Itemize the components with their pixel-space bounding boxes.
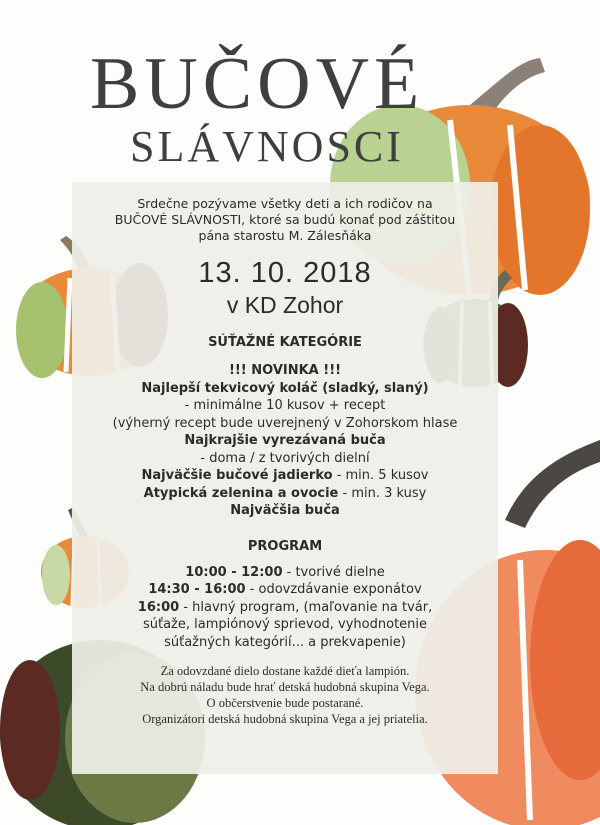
intro — [92, 196, 478, 244]
program-text-2: - odovzdávanie exponátov — [245, 582, 422, 597]
program-time-1: 10:00 - 12:00 — [185, 564, 283, 580]
intro-line: Srdečne pozývame všetky deti a ich rodičov na — [137, 196, 433, 211]
footer-line: O občerstvenie bude postarané. — [206, 696, 364, 710]
novinka-label: !!! NOVINKA !!! — [228, 363, 342, 378]
program-text-1: - tvorivé dielne — [282, 564, 385, 580]
category-1-note: (výherný recept bude uverejnený v Zohorskom hlase — [112, 415, 458, 431]
category-2-detail: - doma / z tvorivých dielní — [200, 450, 370, 466]
program-item-3 — [72, 599, 498, 617]
category-4-detail: - min. 3 kusy — [338, 485, 427, 501]
category-1-title: Najlepší tekvicový koláč (sladký, slaný) — [141, 380, 429, 396]
program-item-2 — [72, 581, 498, 599]
title-line1: BUČOVÉ — [90, 43, 425, 125]
categories-heading: SÚŤAŽNÉ KATEGÓRIE — [208, 335, 362, 350]
program-item-3-line3: súťažných kategórií... a prekvapenie) — [164, 634, 406, 650]
program-item-1 — [72, 564, 498, 582]
footer-line: Organizátori detská hudobná skupina Vega a jej priatelia. — [142, 712, 428, 726]
intro-line: pána starostu M. Zálesňáka — [198, 228, 372, 243]
program-text-3: - hlavný program, (maľovanie na tvár, — [179, 599, 433, 615]
category-5-title: Najväčšia buča — [230, 503, 340, 518]
program-heading: PROGRAM — [247, 538, 323, 554]
program-item-3-line2: súťaže, lampiónový sprievod, vyhodnotenie — [142, 617, 428, 632]
category-1-detail: - minimálne 10 kusov + recept — [184, 398, 386, 413]
footer — [72, 663, 498, 727]
category-4 — [72, 485, 498, 503]
category-3 — [72, 467, 498, 485]
title-line2: SLÁVNOSCI — [130, 122, 404, 171]
intro-line: BUČOVÉ SLÁVNOSTI, ktoré sa budú konať pod záštitou — [114, 212, 456, 227]
category-4-title: Atypická zelenina a ovocie — [143, 485, 339, 501]
category-2-title: Najkrajšie vyrezávaná buča — [184, 433, 386, 448]
event-date: 13. 10. 2018 — [198, 257, 372, 289]
footer-line: Na dobrú náladu bude hrať detská hudobná skupina Vega. — [140, 680, 430, 694]
category-3-detail: - min. 5 kusov — [332, 468, 429, 483]
category-3-title: Najväčšie bučové jadierko — [141, 468, 333, 483]
footer-line: Za odovzdané dielo dostane každé dieťa lampión. — [160, 664, 410, 678]
info-panel — [72, 182, 498, 774]
program-time-2: 14:30 - 16:00 — [148, 582, 246, 597]
program-time-3: 16:00 — [137, 599, 180, 615]
event-place: v KD Zohor — [226, 292, 344, 318]
